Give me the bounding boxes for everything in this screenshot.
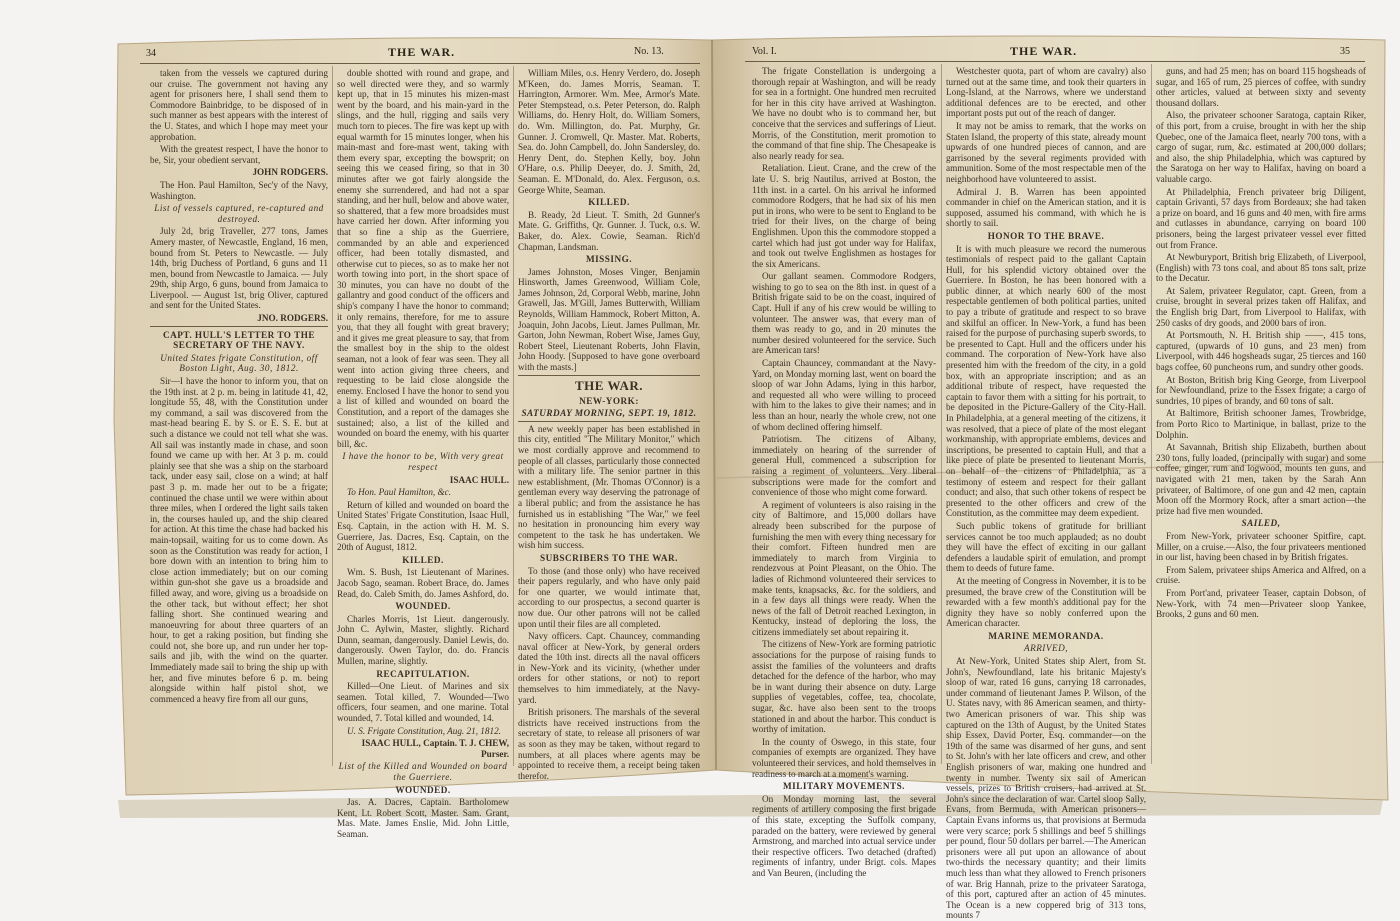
col-text: It may not be amiss to remark, that the works on Staten Island, the property of this state, already mount upwards of one hundred pieces of cannon, and are garrisoned by the several regiments provided with ammunition. Some of the most respectable men of the neighborhood have volunteered to assist. xyxy=(946,120,1146,184)
col-text: double shotted with round and grape, and so well directed were they, and so warmly kept up, that in 15 minutes his mizen-mast went by the board, and his main-yard in the slings, and the hull, rigging and sails very much torn to pieces. The fire was kept up with equal warmth for 15 minutes longer, when his main-mast and fore-mast went, taking with them every spar, excepting the bowsprit; on seeing this we ceased firing, so that in 30 minutes after we got fairly alongside the enemy she surrendered, and had not a spar standing, and her hull, below and above water, so shattered, that a few more broadsides must have carried her down. After informing you that so fine a ship as the Guerriere, commanded by an able and experienced officer, had been totally dismasted, and otherwise cut to pieces, so as to make her not worth towing into port, in the short space of 30 minutes, you can have no doubt of the gallantry and good conduct of the officers and ship's company I have the honor to command; it only remains, therefore, for me to assure you, that they all fought with great bravery; and it gives me great pleasure to say, that from the smallest boy in the ship to the oldest seaman, not a look of fear was seen. They all went into action giving three cheers, and requesting to be laid close alongside the enemy. Enclosed I have the honor to send you a list of killed and wounded on board the Constitution, and a report of the damages she sustained; also, a list of the killed and wounded on board the enemy, with his quarter bill, &c. xyxy=(337,68,509,449)
section-heading: WOUNDED. xyxy=(395,601,451,612)
section-heading: WOUNDED. xyxy=(395,784,451,795)
col-text: From Salem, privateer ships America and Alfred, on a cruise. xyxy=(1156,564,1366,586)
right-running-title: THE WAR. xyxy=(1010,44,1078,58)
section-heading: RECAPITULATION. xyxy=(376,668,470,679)
col-text: At Baltimore, British schooner James, Trowbridge, from Porto Rico to Martinique, in ballast, prize to the Dolphin. xyxy=(1156,408,1366,440)
col-text: Retaliation. Lieut. Crane, and the crew of the late U. S. brig Nautilus, arrived at Boston, the 11th inst. in a cartel. On his arrival he informed commodore Rodgers, that he had six of his men put in irons, who were to be sent to England to be tried for their lives, on the charge of being Englishmen. Upon this the commodore stopped a cartel which had just got under way for Halifax, and took out twelve Englishmen as hostages for the six Americans. xyxy=(752,163,936,269)
col-text: British prisoners. The marshals of the several districts have received instructions from the secretary of state, to release all prisoners of war as soon as they may be taken, without regard to numbers, at all places where agents may be appointed to receive them, a receipt being taken therefor. xyxy=(518,707,700,781)
list-title: List of the Killed and Wounded on board the Guerriere. xyxy=(338,761,508,782)
section-heading: KILLED. xyxy=(402,554,444,565)
section-heading: SUBSCRIBERS TO THE WAR. xyxy=(540,552,678,563)
col-text: Westchester quota, part of whom are cavalry) also turned out at the same time, and took their quarters in Long-Island, at the Narrows, where we understand additional defences are to be erected, and other important posts put out of the reach of danger. xyxy=(946,66,1146,119)
col-text: On Monday morning last, the several regiments of artillery composing the first brigade of this state, excepting the Suffolk company, paraded on the battery, were reviewed by general Armstrong, and marched into actual service under their respective officers. Two detached (drafted) regiments of infantry, under Brigt. cols. Mapes and Van Beuren, (including the xyxy=(752,793,936,878)
col-text: To those (and those only) who have received their papers regularly, and who have only paid for one quarter, we would intimate that, according to our prospectus, a second quarter is now due. Our other patrons will not be called upon until their files are all completed. xyxy=(518,565,700,629)
col-text: At the meeting of Congress in November, it is to be presumed, the brave crew of the Constitution will be rewarded with a few month's additional pay for the dignity they have so nobly conferred upon the American character. xyxy=(946,575,1146,629)
col-text: July 2d, brig Traveller, 277 tons, James Amery master, of Newcastle, England, 16 men, bound from St. Peters to Newcastle. — July 14th, brig Duchess of Portland, 6 guns and 11 men, bound from Newcastle to Jamaica. — July 29th, ship Argo, 6 guns, bound from Jamaica to Liverpool. — August 1st, brig Oliver, captured and sent for the United States. xyxy=(150,226,328,311)
col-text: Admiral J. B. Warren has been appointed commander in chief on the American station, and it is supposed, assumed his command, with which he is shortly to sail. xyxy=(946,186,1146,229)
section-heading: KILLED. xyxy=(588,197,630,208)
col-text: I have the honor to be, With very great respect xyxy=(342,451,504,472)
left-running-title: THE WAR. xyxy=(388,45,456,59)
masthead: THE WAR. xyxy=(518,375,700,394)
right-column-1 xyxy=(752,66,936,878)
col-text: It is with much pleasure we record the numerous testimonials of respect paid to the gallant Captain Hull, for his splendid victory obtained over the Guerriere. In Boston, he has been honored with a public dinner, at which nearly 600 of the most respectable gentlemen of both political parties, united to pay a tribute of gratitude and respect to so brave and skilful an officer. In New-York, a fund has been raised for the purpose of purchasing superb swords, to be presented to Capt. Hull and the officers under his command. The corporation of New-York have also presented him with the freedom of the city, in a gold box, with an appropriate inscription; and as an additional tribute of respect, have requested the captain to favor them with a sitting for his portrait, to be deposited in the Picture-Gallery of the City-Hall. In Philadelphia, at a general meeting of the citizens, it was resolved, that a piece of plate of the most elegant workmanship, with appropriate emblems, devices and inscriptions, be presented to captain Hull, and that a like piece of plate be presented to lieutenant Morris, on behalf of the citizens of Philadelphia, as a testimony of esteem and respect for their gallant conduct; and also, that such other tokens of respect be presented to the other officers and crew of the Constitution, as the committee may deem expedient. xyxy=(946,243,1146,519)
left-column-2 xyxy=(337,68,509,839)
col-text: Return of killed and wounded on board the United States' Frigate Constitution, Isaac Hull, Esq. Captain, in the action with H. M. S. Guerriere, Jas. Dacres, Esq. Captain, on the 20th of August, 1812. xyxy=(337,499,509,553)
col-text: Such public tokens of gratitude for brilliant services cannot be too much applauded; as no doubt they will have the effect of exciting in our gallant defenders a laudable spirit of emulation, and prompt them to deeds of future fame. xyxy=(946,520,1146,574)
col-text: At New-York, United States ship Alert, from St. John's, Newfoundland, late his britanic Majesty's sloop of war, rated 16 guns, carrying 18 carronades, under command of lieutenant James P. Wilson, of the U. States navy, with 86 American seamen, and thirty-two American prisoners of war. This ship was captured on the 13th of August, by the United States ship Essex, David Porter, Esq. commander—on the 19th of the same was disarmed of her guns, and sent to St. John's with her late officers and crew, and other English prisoners of war, making one hundred and twenty in number. Twenty six sail of American vessels, prizes to British cruisers, had arrived at St. John's since the declaration of war. Cartel sloop Sally, Evans, from Bermuda, with American prisoners—Captain Evans informs us, that provisions at Bermuda were very scarce; pork 5 shillings and beef 5 shillings per pound, flour 50 dollars per barrel.—The American prisoners were all put upon an allowance of about two-thirds the necessary quantity; and their limits much less than what they allowed to French prisoners of war. Brig Hannah, prize to the privateer Saratoga, of this port, captured after an action of 45 minutes. The Ocean is a new coppered brig of 313 tons, mounts 7 xyxy=(946,656,1146,921)
right-column-2 xyxy=(946,66,1146,921)
col-text: Sir—I have the honor to inform you, that on the 19th inst. at 2 p. m. being in latitude 41, 42, longitude 55, 48, with the Constitution under my command, a sail was discovered from the mast-head bearing E. by S. or E. S. E. but at such a distance we could not tell what she was. All sail was instantly made in chase, and soon found we came up with her. At 3 p. m. could plainly see that she was a ship on the starboard tack, under easy sail, close on a wind; at half past 3 p. m. made her out to be a frigate; continued the chase until we were within about three miles, when I ordered the light sails taken in, the courses hauled up, and the ship cleared for action. At this time the chase had backed his main-topsail, waiting for us to come down. As soon as the Constitution was ready for action, I bore down with an intention to bring him to close action immediately; but on our coming within gun-shot she gave us a broadside and filled away, and wore, giving us a broadside on the other tack, but without effect; her shot falling short. She continued wearing and manoeuvring for about three quarters of an hour, to get a raking position, but finding she could not, she bore up, and run under her top-sails and jib, with the wind on the quarter. Immediately made sail to bring the ship up with her, and five minutes before 6 p. m. being alongside within half pistol shot, we commenced a heavy fire from all our guns, xyxy=(150,376,328,704)
signature: ISAAC HULL, Captain. T. J. CHEW, Purser. xyxy=(361,738,509,759)
col-text: Patriotism. The citizens of Albany, immediately on hearing of the surrender of general Hull, commenced a subscription for raising a regiment of volunteers. Very liberal subscriptions were made for the comfort and convenience of those who might come forward. xyxy=(752,434,936,498)
col-text: The Hon. Paul Hamilton, Sec'y of the Navy, Washington. xyxy=(150,179,328,201)
section-heading: MARINE MEMORANDA. xyxy=(988,630,1104,641)
col-text: Jas. A. Dacres, Captain. Bartholomew Kent, Lt. Robert Scott, Master. Sam. Grant, Mas. Mate. James Enslie, Mid. John Little, Seaman. xyxy=(337,797,509,839)
article-heading: CAPT. HULL'S LETTER TO THE SECRETARY OF THE NAVY. xyxy=(150,326,328,351)
col-text: At Salem, privateer Regulator, capt. Green, from a cruise, brought in several prizes taken off Halifax, and the English brig Dart, from Liverpool to Halifax, with 250 casks of dry goods, and 2000 bars of iron. xyxy=(1156,285,1366,328)
col-text: Also, the privateer schooner Saratoga, captain Riker, of this port, from a cruise, brought in with her the ship Quebec, one of the Jamaica fleet, nearly 700 tons, with a cargo of sugar, rum, &c. estimated at 200,000 dollars; and also, the ship Philadelphia, which was captured by the Saratoga on her way to Halifax, having on board a valuable cargo. xyxy=(1156,110,1366,184)
col-text: At Boston, British brig King George, from Liverpool for Newfoundland, prize to the Essex frigate; a cargo of sundries, 10 pipes of brandy, and 60 tons of salt. xyxy=(1156,374,1366,406)
signature: JNO. RODGERS. xyxy=(257,313,328,324)
section-heading: HONOR TO THE BRAVE. xyxy=(987,230,1105,241)
col-text: Our gallant seamen. Commodore Rodgers, wishing to go to sea on the 8th inst. in quest of a British frigate said to be on the coast, inquired of Capt. Hull if any of his crew would be willing to volunteer. The answer was, that every man of them was ready to go, and in 20 minutes the number desired volunteered for the service. Such are American tars! xyxy=(752,271,936,356)
col-text: B. Ready, 2d Lieut. T. Smith, 2d Gunner's Mate. G. Griffiths, Qr. Gunner. J. Tuck, o.s. W. Baker, do. Alex. Cowie, Seaman. Rich'd Chapman, Landsman. xyxy=(518,209,700,252)
right-column-3 xyxy=(1156,66,1366,776)
col-text: William Miles, o.s. Henry Verdero, do. Joseph M'Keen, do. James Morris, Seaman. T. Harrington, Armorer. Wm. Mee, Armor's Mate. Peter Stempstead, o.s. Peter Peterson, do. Ralph Williams, do. Henry Holt, do. William Somers, do. Wm. Millington, do. Pat. Murphy, Gr. Gunner. J. Cromwell, Qr. Master. Mat. Roberts, Sea. do. John Campbell, do. John Sandersley, do. Henry Dent, do. Stephen Kelly, boy. John O'Hare, o.s. Philip Deeyer, do. J. Smith, 2d, Seaman. E. M'Donald, do. Alex. Ferguson, o.s. George White, Seaman. xyxy=(518,68,700,195)
list-title: List of vessels captured, re-captured and destroyed. xyxy=(154,203,324,224)
left-column-3 xyxy=(518,68,700,781)
col-text: With the greatest respect, I have the honor to be, Sir, your obedient servant, xyxy=(150,144,328,165)
col-text: The frigate Constellation is undergoing a thorough repair at Washington, and will be ready for sea in a fortnight. One hundred men recruited for her in this city have arrived at Washington. We have no doubt who is to command her, but conceive that the services and sufferings of Lieut. Morris, of the Constitution, merit promotion to the command of that fine ship. The Chesapeake is also nearly ready for sea. xyxy=(752,66,936,161)
col-text: From New-York, privateer schooner Spitfire, capt. Miller, on a cruise.—Also, the four privateers mentioned in our list, having been chased in by British frigates. xyxy=(1156,530,1366,563)
left-column-1 xyxy=(150,68,328,773)
col-text: A new weekly paper has been established in this city, entitled "The Military Monitor," which we most cordially approve and recommend to people of all classes, particularly those connected with a military life. The senior partner in this new establishment, (Mr. Thomas O'Connor) is a gentleman every way deserving the patronage of a liberal public; and from the assistance he has furnished us in establishing "The War," we feel no hesitation in pronouncing him every way competent to the task he has undertaken. We wish him success. xyxy=(518,423,700,551)
col-text: taken from the vessels we captured during our cruise. The government not having any agent for prisoners here, I shall send them to Commodore Bainbridge, to be disposed of in such manner as best appears with the interest of the U. States, and which I hope may meet your approbation. xyxy=(150,68,328,142)
col-text: guns, and had 25 men; has on board 115 hogsheads of sugar, and 165 of rum, 25 pierces of coffee, with sundry other articles, valued at between sixty and seventy thousand dollars. xyxy=(1156,66,1366,108)
dateline: United States frigate Constitution, off Boston Light, Aug. 30, 1812. xyxy=(160,352,318,374)
dateline-place: NEW-YORK: xyxy=(579,395,639,406)
col-text: James Johnston, Moses Vinger, Benjamin Hinsworth, James Greenwood, William Cole, James Johnson, 2d, Corporal Webb, marine, John Grawell, Jas. M'Gill, James Butterwith, William Reynolds, William Hammock, Robert Mitton, A. Joaquin, John Jacobs, Lieut. James Pullman, Mr. Garton, John Newman, Robert Wise, James Guy, Robert Steel, Lieutenant Roberts, John Flavin, John Hoody. [Supposed to have gone overboard with the masts.] xyxy=(518,266,700,373)
subheading: ARRIVED, xyxy=(1023,643,1069,654)
right-page-number: 35 xyxy=(1340,46,1350,57)
col-text: Captain Chauncey, commandant at the Navy-Yard, on Monday morning last, went on board the sloop of war John Adams, lying in this harbor, and requested all who were willing to proceed with him to the lakes to give their names; and in less than an hour, nearly the whole crew, not one of whom declined offering himself. xyxy=(752,358,936,432)
col-text: At Portsmouth, N. H. British ship ——, 415 tons, captured, (upwards of 10 guns, and 23 men) from Liverpool, with 446 hogsheads sugar, 25 tierces and 160 bags coffee, 60 puncheons rum, and sundry other goods. xyxy=(1156,330,1366,373)
col-text: At Philadelphia, French privateer brig Diligent, captain Grivanti, 57 days from Bordeaux; she had taken a prize on board, and 16 guns and 40 men, with fire arms and cutlasses in abundance, carrying on board 100 prisoners, being the largest privateer vessel ever fitted out from France. xyxy=(1156,186,1366,250)
issue-number: No. 13. xyxy=(634,46,664,57)
col-text: A regiment of volunteers is also raising in the city of Baltimore, and 15,000 dollars have already been subscribed for the purpose of furnishing the men with every thing necessary for their comfort. Fifteen hundred men are immediately to march from Virginia to rendezvous at Point Pleasant, on the Ohio. The ladies of Richmond volunteered their services to make tents, knapsacks, &c. for the soldiers, and in a few days all things were ready. When the news of the fall of Detroit reached Lexington, in Kentucky, instead of deploring the loss, the citizens immediately set about repairing it. xyxy=(752,499,936,637)
col-text: Wm. S. Bush, 1st Lieutenant of Marines. Jacob Sago, seaman. Robert Brace, do. James Read, do. Caleb Smith, do. James Ashford, do. xyxy=(337,567,509,599)
col-text: In the county of Oswego, in this state, four companies of exempts are organized. They have volunteered their services, and hold themselves in readiness to march at a moment's warning. xyxy=(752,736,936,779)
subheading: SAILED, xyxy=(1241,518,1281,529)
left-page-number: 34 xyxy=(146,48,156,59)
col-text: Navy officers. Capt. Chauncey, commanding naval officer at New-York, by general orders dated the 10th inst. directs all the naval officers in New-York and its vicinity, (whether under orders for other stations, or not) to report themselves to him immediately, at the Navy-yard. xyxy=(518,631,700,705)
section-heading: MILITARY MOVEMENTS. xyxy=(783,781,905,792)
col-text: To Hon. Paul Hamilton, &c. xyxy=(347,487,452,498)
col-text: At Savannah, British ship Elizabeth, burthen about 230 tons, fully loaded, (principally with sugar) and some coffee, ginger, rum and logwood, mounts ten guns, and navigated with 21 men, taken by the Sarah Ann privateer, of Baltimore, of one gun and 42 men, captain Moon off the Mormory Rock, after a smart action—the prize had five men wounded. xyxy=(1156,442,1366,516)
col-text: From Port'and, privateer Teaser, captain Dobson, of New-York, with 74 men—Privateer sloop Yankee, Brooks, 2 guns and 60 men. xyxy=(1156,587,1366,620)
col-text: The citizens of New-York are forming patriotic associations for the purpose of raising funds to assist the families of the volunteers and drafts detached for the defence of the harbor, who may be in want during their absence on duty. Large supplies of vegetables, coffee, tea, chocolate, sugar, &c. have also been sent to the troops stationed in and about the harbor. This conduct is worthy of imitation. xyxy=(752,639,936,735)
col-text: At Newburyport, British brig Elizabeth, of Liverpool, (English) with 73 tons coal, and about 85 tons salt, prize to the Decatur. xyxy=(1156,252,1366,284)
section-heading: MISSING. xyxy=(585,254,633,265)
col-text: Charles Morris, 1st Lieut. dangerously. John C. Aylwin, Master, slightly. Richard Dunn, seaman, dangerously. Daniel Lewis, do. dangerously. Owen Taylor, do. do. Francis Mullen, marine, slightly. xyxy=(337,613,509,667)
signature: JOHN RODGERS. xyxy=(252,167,328,178)
dateline-date: SATURDAY MORNING, SEPT. 19, 1812. xyxy=(518,408,700,422)
volume-label: Vol. I. xyxy=(752,46,777,57)
col-text: Killed—One Lieut. of Marines and six seamen. Total killed, 7. Wounded—Two officers, four seamen, and one marine. Total wounded, 7. Total killed and wounded, 14. xyxy=(337,681,509,724)
col-text: U. S. Frigate Constitution, Aug. 21, 1812. xyxy=(347,725,501,736)
signature: ISAAC HULL. xyxy=(449,474,509,485)
